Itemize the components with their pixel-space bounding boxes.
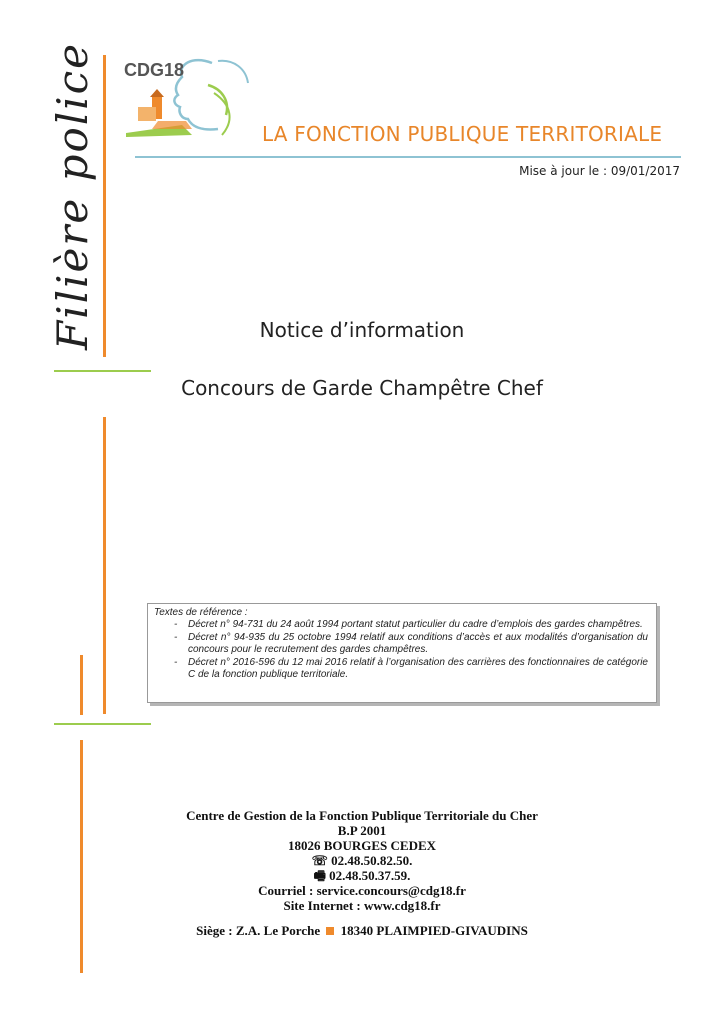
notice-title bbox=[0, 318, 724, 342]
contact-fax: 02.48.50.37.59. bbox=[329, 868, 411, 883]
reference-item bbox=[154, 632, 648, 656]
left-orange-bar-3 bbox=[80, 655, 83, 715]
left-green-divider-1 bbox=[54, 370, 151, 372]
contact-phone: 02.48.50.82.50. bbox=[331, 853, 413, 868]
siege-left: Siège : Z.A. Le Porche bbox=[196, 923, 321, 938]
header-title: LA FONCTION PUBLIQUE TERRITORIALE bbox=[262, 122, 663, 146]
reference-texts-box bbox=[147, 603, 657, 703]
reference-text: Décret n° 94-935 du 25 octobre 1994 relatif aux conditions d’accès et aux modalités d’organisation du concours pour le recrutement des gardes champêtres. bbox=[188, 632, 648, 655]
contact-fax-line bbox=[0, 868, 724, 883]
contact-email[interactable]: Courriel : service.concours@cdg18.fr bbox=[258, 883, 466, 898]
contact-website[interactable]: Site Internet : www.cdg18.fr bbox=[283, 898, 441, 913]
header-rule bbox=[135, 156, 681, 158]
reference-item bbox=[154, 657, 648, 681]
reference-text: Décret n° 2016-596 du 12 mai 2016 relatif à l’organisation des carrières des fonctionnaires de catégorie C de la fonction publique territoriale. bbox=[188, 657, 648, 680]
square-bullet-icon bbox=[326, 927, 334, 935]
contact-org: Centre de Gestion de la Fonction Publique Territoriale du Cher bbox=[186, 808, 538, 823]
left-orange-bar-2 bbox=[103, 417, 106, 714]
phone-icon: ☏ bbox=[311, 853, 328, 868]
sidebar-vertical-title: Filière police bbox=[48, 42, 97, 350]
left-green-divider-2 bbox=[54, 723, 151, 725]
contact-siege bbox=[0, 923, 724, 938]
contact-bp: B.P 2001 bbox=[337, 823, 387, 838]
fax-icon: 🖷 bbox=[313, 868, 326, 883]
siege-right: 18340 PLAIMPIED-GIVAUDINS bbox=[340, 923, 528, 938]
reference-dash: - bbox=[174, 657, 178, 668]
reference-list bbox=[154, 619, 648, 681]
contact-phone-line bbox=[0, 853, 724, 868]
concours-title: Concours de Garde Champêtre Chef bbox=[181, 376, 543, 400]
notice-title-text: Notice d’information bbox=[259, 318, 465, 342]
reference-dash: - bbox=[174, 619, 178, 630]
reference-heading: Textes de référence : bbox=[154, 607, 248, 618]
reference-dash: - bbox=[174, 632, 178, 643]
logo-text: CDG18 bbox=[124, 60, 185, 80]
reference-text: Décret n° 94-731 du 24 août 1994 portant statut particulier du cadre d’emplois des gardes champêtres. bbox=[188, 619, 643, 630]
contact-city: 18026 BOURGES CEDEX bbox=[287, 838, 437, 853]
reference-item bbox=[154, 619, 648, 631]
contact-block bbox=[0, 808, 724, 938]
left-orange-bar-1 bbox=[103, 55, 106, 357]
update-date: Mise à jour le : 09/01/2017 bbox=[519, 164, 680, 178]
